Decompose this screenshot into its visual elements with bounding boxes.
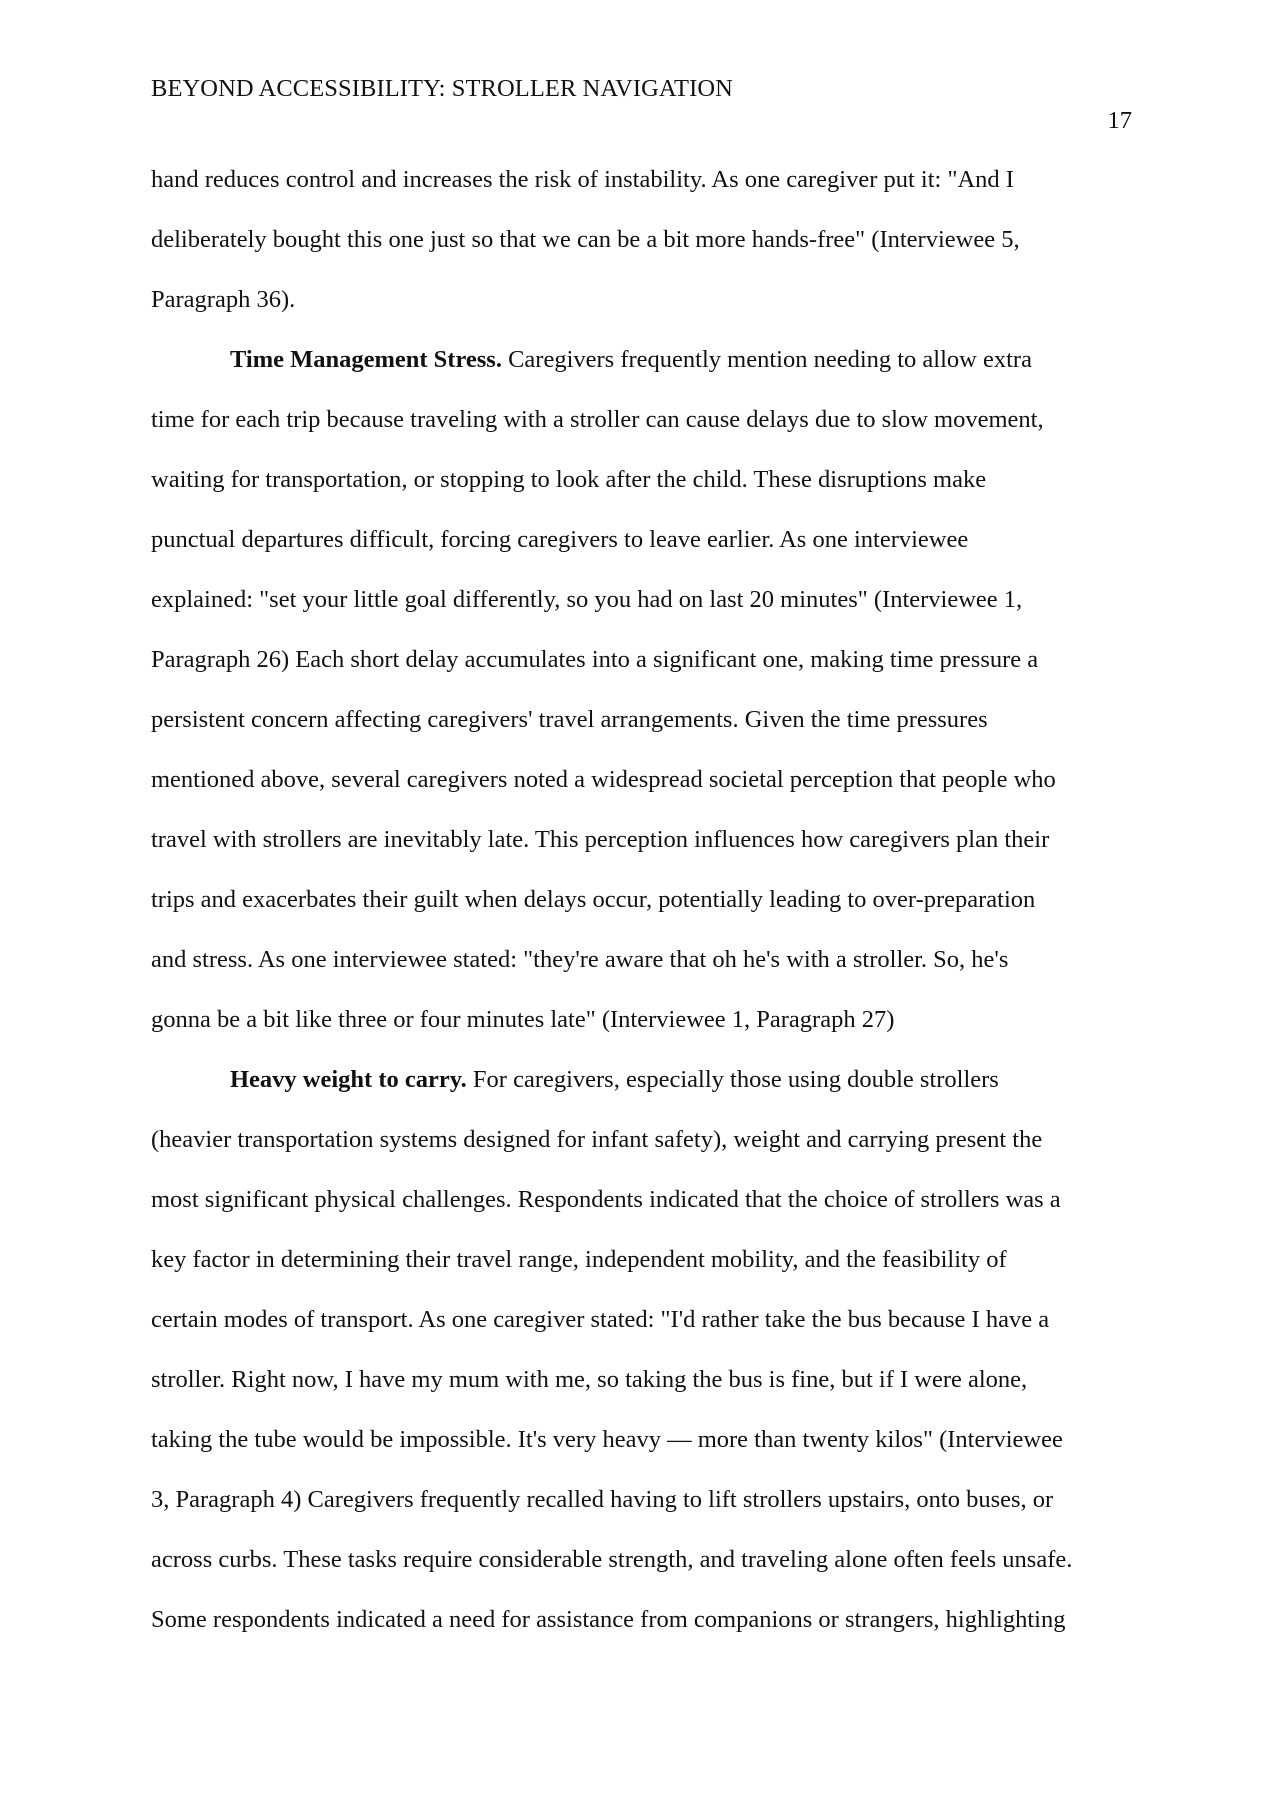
text-line: certain modes of transport. As one caregiver stated: "I'd rather take the bus because I have a xyxy=(151,1306,1050,1333)
text-line: taking the tube would be impossible. It's very heavy — more than twenty kilos" (Interviewee xyxy=(151,1426,1063,1453)
text-line: gonna be a bit like three or four minutes late" (Interviewee 1, Paragraph 27) xyxy=(151,1006,895,1033)
text-line-rest: For caregivers, especially those using double strollers xyxy=(466,1066,999,1093)
text-line: across curbs. These tasks require considerable strength, and traveling alone often feels unsafe. xyxy=(151,1546,1073,1573)
section-heading-time-management-stress: Time Management Stress. xyxy=(230,346,502,373)
page-number: 17 xyxy=(1107,107,1132,134)
text-line: explained: "set your little goal differently, so you had on last 20 minutes" (Interviewee 1, xyxy=(151,586,1023,613)
text-line: hand reduces control and increases the risk of instability. As one caregiver put it: "And I xyxy=(151,166,1014,193)
paragraph-start-line xyxy=(151,1065,1141,1125)
text-line: key factor in determining their travel range, independent mobility, and the feasibility of xyxy=(151,1246,1007,1273)
body-text xyxy=(151,165,1141,1665)
text-line-rest: Caregivers frequently mention needing to allow extra xyxy=(501,346,1032,373)
section-heading-heavy-weight-to-carry: Heavy weight to carry. xyxy=(230,1066,467,1093)
text-line: time for each trip because traveling with a stroller can cause delays due to slow movement, xyxy=(151,406,1044,433)
text-line: travel with strollers are inevitably late. This perception influences how caregivers plan their xyxy=(151,826,1050,853)
text-line: deliberately bought this one just so that we can be a bit more hands-free" (Interviewee 5, xyxy=(151,226,1020,253)
text-line: most significant physical challenges. Respondents indicated that the choice of strollers was a xyxy=(151,1186,1061,1213)
running-head: BEYOND ACCESSIBILITY: STROLLER NAVIGATION xyxy=(151,75,733,102)
text-line: Paragraph 26) Each short delay accumulates into a significant one, making time pressure a xyxy=(151,646,1039,673)
text-line: stroller. Right now, I have my mum with me, so taking the bus is fine, but if I were alone, xyxy=(151,1366,1028,1393)
text-line: Paragraph 36). xyxy=(151,286,296,313)
text-line: and stress. As one interviewee stated: "they're aware that oh he's with a stroller. So, he's xyxy=(151,946,1009,973)
text-line: waiting for transportation, or stopping to look after the child. These disruptions make xyxy=(151,466,987,493)
text-line: (heavier transportation systems designed for infant safety), weight and carrying present the xyxy=(151,1126,1043,1153)
text-line: persistent concern affecting caregivers' travel arrangements. Given the time pressures xyxy=(151,706,988,733)
text-line: trips and exacerbates their guilt when delays occur, potentially leading to over-preparation xyxy=(151,886,1036,913)
paragraph-start-line xyxy=(151,345,1141,405)
text-line: Some respondents indicated a need for assistance from companions or strangers, highlighting xyxy=(151,1606,1066,1633)
text-line: mentioned above, several caregivers noted a widespread societal perception that people who xyxy=(151,766,1056,793)
text-line: 3, Paragraph 4) Caregivers frequently recalled having to lift strollers upstairs, onto buses, or xyxy=(151,1486,1054,1513)
text-line: punctual departures difficult, forcing caregivers to leave earlier. As one interviewee xyxy=(151,526,969,553)
